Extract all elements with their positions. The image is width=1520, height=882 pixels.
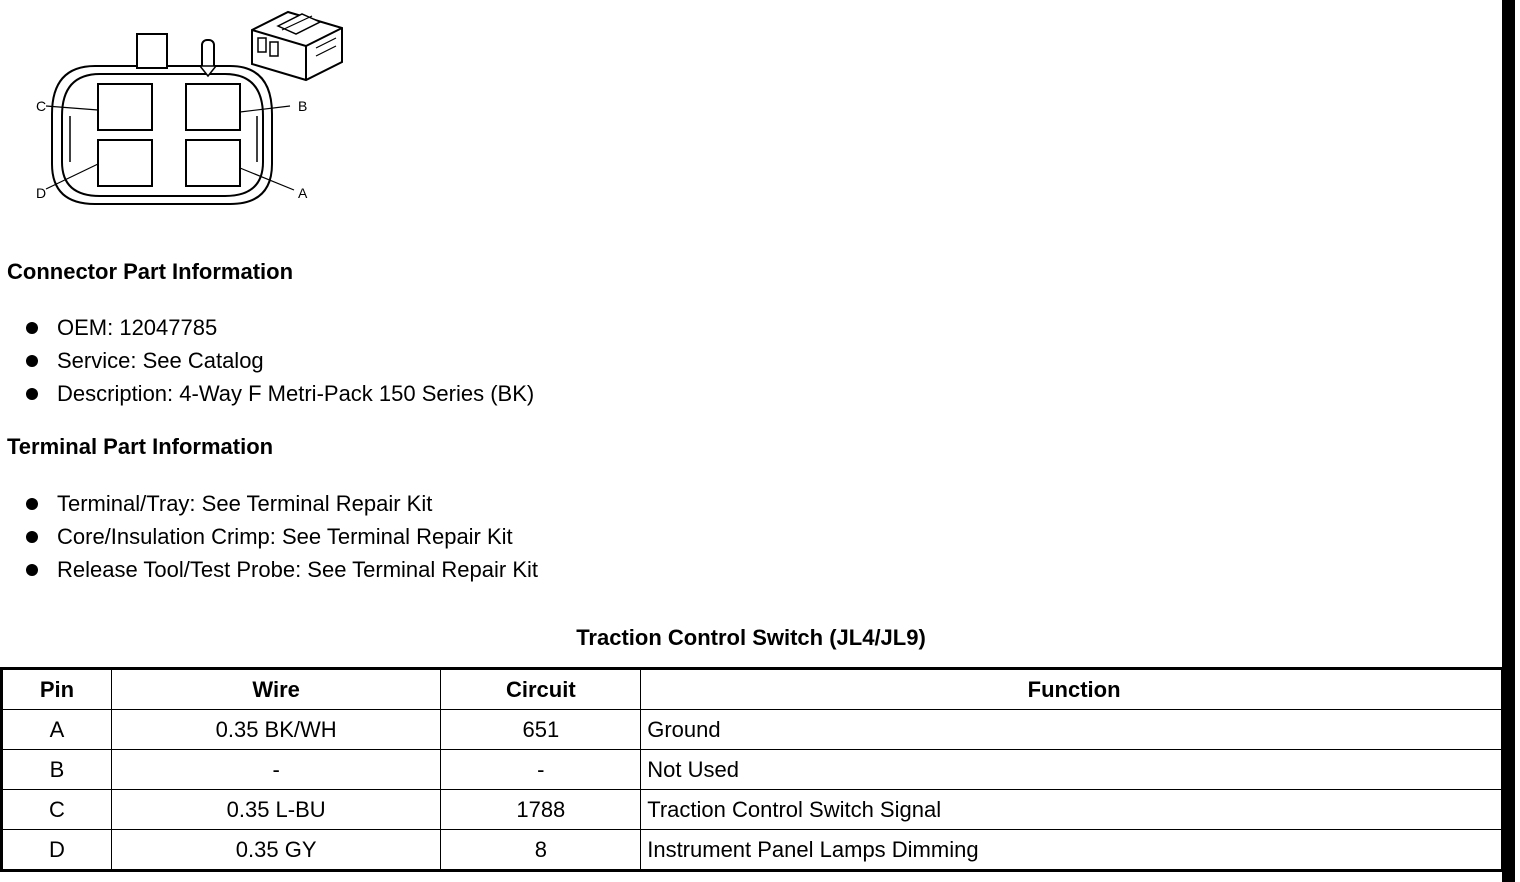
cell-function: Ground [641,710,1502,750]
column-header-wire: Wire [111,669,441,710]
cell-pin: C [2,790,112,830]
cell-function: Traction Control Switch Signal [641,790,1502,830]
cell-wire: - [111,750,441,790]
cell-pin: B [2,750,112,790]
cell-pin: A [2,710,112,750]
column-header-pin: Pin [2,669,112,710]
connector-thumbnail-icon [252,12,342,80]
cell-circuit: 651 [441,710,641,750]
cell-wire: 0.35 L-BU [111,790,441,830]
cell-wire: 0.35 GY [111,830,441,871]
list-item [24,314,534,347]
bullet-icon [26,498,38,510]
list-item-text: OEM: 12047785 [57,315,218,340]
list-item-text: Service: See Catalog [57,348,264,373]
pinout-table [0,667,1502,872]
connector-diagram [20,4,360,214]
pin-label-d: D [36,185,47,201]
list-item [24,380,534,413]
bullet-icon [26,564,38,576]
right-border-rule [1502,0,1515,882]
table-row [2,790,1502,830]
list-item-text: Release Tool/Test Probe: See Terminal Repair Kit [57,557,538,582]
column-header-circuit: Circuit [441,669,641,710]
list-item [24,347,534,380]
list-item-text: Terminal/Tray: See Terminal Repair Kit [57,491,433,516]
terminal-info-list [24,490,538,589]
list-item-text: Core/Insulation Crimp: See Terminal Repair Kit [57,524,513,549]
cell-pin: D [2,830,112,871]
table-row [2,830,1502,871]
cell-circuit: - [441,750,641,790]
bullet-icon [26,355,38,367]
cell-wire: 0.35 BK/WH [111,710,441,750]
connector-info-heading: Connector Part Information [7,259,294,284]
list-item [24,490,538,523]
cell-circuit: 1788 [441,790,641,830]
table-title: Traction Control Switch (JL4/JL9) [576,625,926,650]
column-header-function: Function [641,669,1502,710]
list-item-text: Description: 4-Way F Metri-Pack 150 Series (BK) [57,381,535,406]
pin-label-a: A [298,185,308,201]
bullet-icon [26,388,38,400]
pin-label-c: C [36,98,47,114]
table-row [2,750,1502,790]
table-header-row [2,669,1502,710]
list-item [24,556,538,589]
cell-circuit: 8 [441,830,641,871]
bullet-icon [26,322,38,334]
cell-function: Not Used [641,750,1502,790]
pin-label-b: B [298,98,308,114]
bullet-icon [26,531,38,543]
cell-function: Instrument Panel Lamps Dimming [641,830,1502,871]
table-row [2,710,1502,750]
list-item [24,523,538,556]
connector-info-list [24,314,534,413]
terminal-info-heading: Terminal Part Information [7,434,274,459]
